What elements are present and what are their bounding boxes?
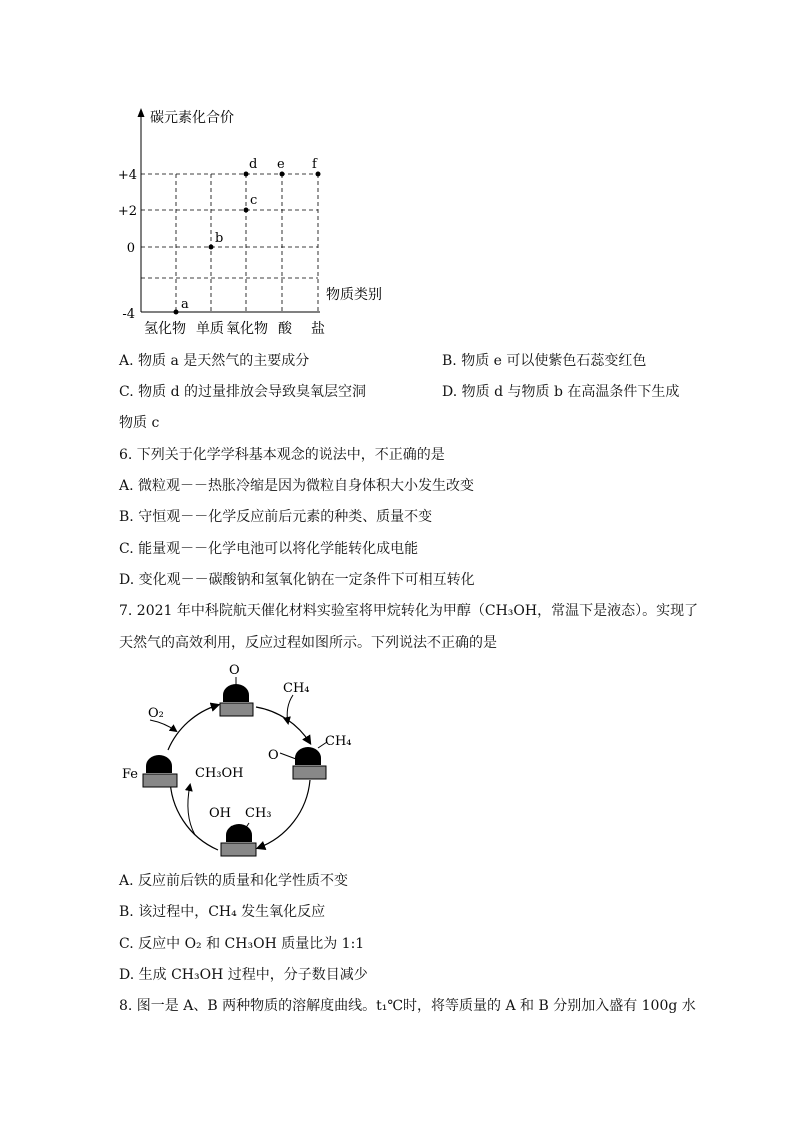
point-label-a: a [181, 297, 189, 312]
cycle-arc-left-top [168, 705, 218, 750]
q6-stem: 6. 下列关于化学学科基本观念的说法中，不正确的是 [119, 447, 445, 463]
catalytic-cycle-diagram [110, 655, 370, 865]
label-o-right: O [268, 748, 279, 763]
point-a [174, 310, 179, 315]
q7-stem-line2: 天然气的高效利用，反应过程如图所示。下列说法不正确的是 [119, 635, 497, 651]
ch4-in-arrow [287, 695, 293, 723]
q7-option-d: D. 生成 CH₃OH 过程中，分子数目减少 [119, 967, 368, 983]
point-c [244, 208, 249, 213]
y-tick-label: +4 [117, 168, 137, 183]
q7-stem-line1: 7. 2021 年中科院航天催化材料实验室将甲烷转化为甲醇（CH₃OH，常温下是液态）。实现了 [119, 603, 699, 619]
grid-vertical [176, 174, 318, 312]
q6-option-c: C. 能量观－－化学电池可以将化学能转化成电能 [119, 541, 419, 557]
point-b [209, 245, 214, 250]
q5-option-d-continued: 物质 c [119, 415, 160, 431]
x-tick-label: 氧化物 [226, 321, 268, 337]
point-f [316, 172, 321, 177]
label-o-top: O [229, 663, 240, 678]
y-axis-label: 碳元素化合价 [150, 110, 234, 126]
point-e [280, 172, 285, 177]
catalyst-left-fe [122, 755, 177, 787]
q5-option-c: C. 物质 d 的过量排放会导致臭氧层空洞 [119, 384, 366, 400]
label-fe: Fe [122, 767, 139, 782]
o2-in-arrow [150, 720, 176, 731]
point-label-b: b [215, 231, 224, 246]
cycle-arc-top-right [256, 707, 310, 743]
x-tick-label: 单质 [196, 321, 224, 337]
point-label-c: c [250, 193, 258, 208]
label-ch4-right: CH₄ [325, 734, 352, 749]
catalyst-bottom [209, 806, 272, 856]
x-axis-label: 物质类别 [326, 287, 382, 303]
y-tick-label: 0 [126, 241, 135, 256]
label-ch3: CH₃ [245, 806, 272, 821]
q5-option-a: A. 物质 a 是天然气的主要成分 [119, 353, 310, 369]
point-label-d: d [249, 157, 258, 172]
label-ch3oh-out: CH₃OH [195, 766, 244, 781]
point-d [244, 172, 249, 177]
q7-option-b: B. 该过程中，CH₄ 发生氧化反应 [119, 904, 326, 920]
q6-option-d: D. 变化观－－碳酸钠和氢氧化钠在一定条件下可相互转化 [119, 572, 475, 588]
label-oh: OH [209, 806, 231, 821]
q6-option-a: A. 微粒观－－热胀冷缩是因为微粒自身体积大小发生改变 [119, 478, 475, 494]
q8-stem: 8. 图一是 A、B 两种物质的溶解度曲线。t₁℃时，将等质量的 A 和 B 分别加入盛有 100g 水 [119, 998, 696, 1014]
point-label-f: f [312, 157, 317, 172]
catalyst-top [220, 663, 253, 716]
point-label-e: e [277, 157, 285, 172]
q6-option-b: B. 守恒观－－化学反应前后元素的种类、质量不变 [119, 509, 433, 525]
catalyst-right [268, 734, 352, 779]
label-o2-in: O₂ [148, 706, 164, 721]
y-axis-arrow [138, 108, 145, 117]
x-tick-label: 酸 [278, 321, 292, 337]
y-tick-label: -4 [122, 307, 135, 322]
q5-option-d: D. 物质 d 与物质 b 在高温条件下生成 [442, 384, 680, 400]
y-tick-label: +2 [117, 204, 137, 219]
q7-option-c: C. 反应中 O₂ 和 CH₃OH 质量比为 1:1 [119, 936, 365, 952]
q7-option-a: A. 反应前后铁的质量和化学性质不变 [119, 873, 349, 889]
label-ch4-in: CH₄ [283, 681, 310, 696]
x-tick-label: 氢化物 [144, 321, 186, 337]
grid-horizontal [141, 174, 318, 278]
valence-chart [110, 100, 400, 340]
x-tick-label: 盐 [311, 321, 325, 337]
q5-option-b: B. 物质 e 可以使紫色石蕊变红色 [442, 353, 647, 369]
